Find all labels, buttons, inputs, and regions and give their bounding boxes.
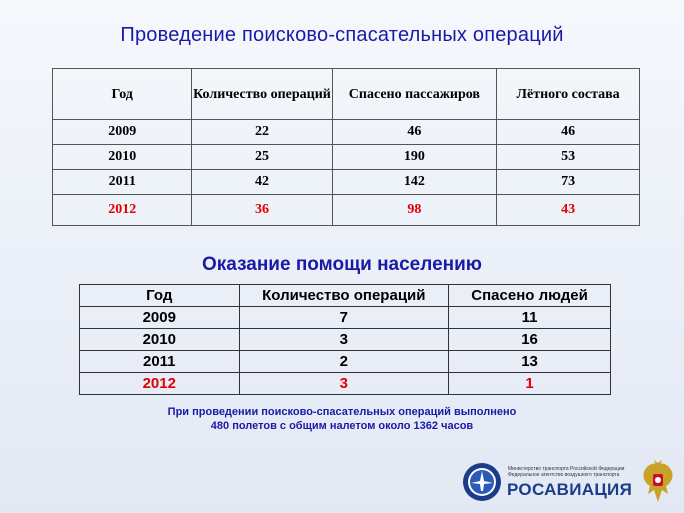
cell-year: 2009 (53, 120, 192, 145)
cell-year: 2011 (80, 351, 240, 373)
cell-operations: 7 (239, 307, 449, 329)
table-row (80, 351, 611, 373)
cell-operations: 36 (192, 195, 332, 226)
table-header-row (80, 285, 611, 307)
table-row (53, 145, 640, 170)
coat-of-arms-icon (638, 458, 678, 506)
rosaviatsia-emblem-icon (462, 462, 502, 502)
table-row-highlight (53, 195, 640, 226)
ministry-caption (508, 466, 648, 478)
cell-crew: 43 (497, 195, 640, 226)
cell-crew: 73 (497, 170, 640, 195)
cell-operations: 25 (192, 145, 332, 170)
header-people-saved: Спасено людей (449, 285, 611, 307)
ministry-line-1: Министерство транспорта Российской Федерации (508, 466, 625, 472)
cell-people: 11 (449, 307, 611, 329)
header-operations: Количество операций (192, 69, 332, 120)
cell-crew: 46 (497, 120, 640, 145)
cell-operations: 22 (192, 120, 332, 145)
cell-operations: 42 (192, 170, 332, 195)
cell-passengers: 46 (332, 120, 497, 145)
header-flight-crew: Лётного состава (497, 69, 640, 120)
cell-operations: 3 (239, 329, 449, 351)
page-title: Проведение поисково-спасательных операций (120, 24, 564, 46)
header-year: Год (53, 69, 192, 120)
cell-operations: 2 (239, 351, 449, 373)
header-passengers-saved: Спасено пассажиров (332, 69, 497, 120)
rescue-operations-table (52, 68, 640, 226)
summary-line-2: 480 полетов с общим налетом около 1362 часов (210, 420, 474, 432)
cell-year: 2012 (53, 195, 192, 226)
section-title: Оказание помощи населению (201, 254, 483, 275)
table-row-highlight (80, 373, 611, 395)
cell-people: 13 (449, 351, 611, 373)
cell-people: 1 (449, 373, 611, 395)
cell-year: 2012 (80, 373, 240, 395)
population-assistance-table (79, 284, 611, 395)
cell-year: 2009 (80, 307, 240, 329)
summary-note (0, 405, 684, 433)
table-row (53, 170, 640, 195)
cell-passengers: 190 (332, 145, 497, 170)
cell-year: 2010 (80, 329, 240, 351)
ministry-line-2: Федеральное агентство воздушного транспорта (508, 472, 620, 478)
cell-operations: 3 (239, 373, 449, 395)
cell-passengers: 98 (332, 195, 497, 226)
table-header-row (53, 69, 640, 120)
brand-name: РОСАВИАЦИЯ (507, 480, 633, 499)
cell-people: 16 (449, 329, 611, 351)
table-row (80, 307, 611, 329)
table-row (53, 120, 640, 145)
table-row (80, 329, 611, 351)
header-year: Год (80, 285, 240, 307)
header-operations: Количество операций (239, 285, 449, 307)
cell-passengers: 142 (332, 170, 497, 195)
summary-line-1: При проведении поисково-спасательных операций выполнено (167, 406, 517, 418)
cell-year: 2011 (53, 170, 192, 195)
cell-year: 2010 (53, 145, 192, 170)
cell-crew: 53 (497, 145, 640, 170)
